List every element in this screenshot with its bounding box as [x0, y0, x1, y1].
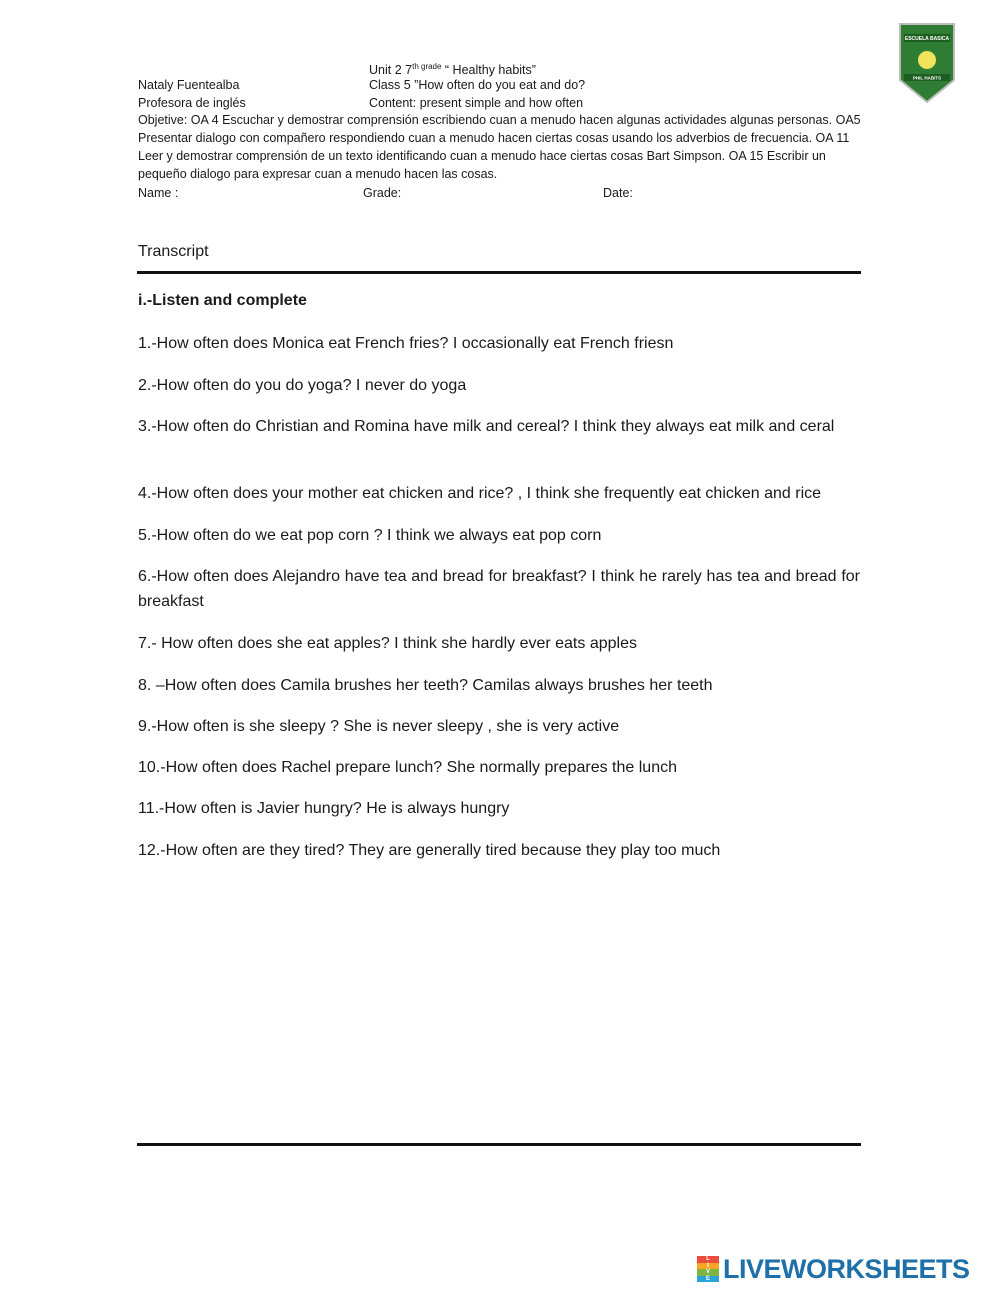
- live-letter: V: [697, 1269, 719, 1276]
- svg-text:PHIL HABITS: PHIL HABITS: [912, 75, 942, 81]
- class-line: Class 5 ”How often do you eat and do?: [369, 78, 586, 92]
- question-6: 6.-How often does Alejandro have tea and bread for breakfast? I think he rarely has tea and bread for breakfast: [138, 568, 860, 610]
- question-4: 4.-How often does your mother eat chicken and rice? , I think she frequently eat chicken and rice: [138, 485, 822, 502]
- question-3: 3.-How often do Christian and Romina have milk and cereal? I think they always eat milk and ceral: [138, 418, 835, 435]
- question-12: 12.-How often are they tired? They are generally tired because they play too much: [138, 842, 721, 859]
- question-7: 7.- How often does she eat apples? I think she hardly ever eats apples: [138, 635, 637, 652]
- section-title: i.-Listen and complete: [138, 292, 307, 309]
- question-5: 5.-How often do we eat pop corn ? I think we always eat pop corn: [138, 527, 602, 544]
- live-letter: E: [697, 1276, 719, 1283]
- transcript-label: Transcript: [138, 243, 209, 260]
- grade-label: Grade:: [363, 186, 402, 200]
- question-8: 8. –How often does Camila brushes her teeth? Camilas always brushes her teeth: [138, 677, 713, 694]
- question-11: 11.-How often is Javier hungry? He is always hungry: [138, 800, 510, 817]
- objective-text: Objetive: OA 4 Escuchar y demostrar comprensión escribiendo cuan a menudo hacen algunas actividades algunas personas. OA5 Presentar dialogo con compañero respondiendo cuan a menudo hacen ciertas cosas usando los adverbios de frecuencia. OA 11 Leer y demostrar comprensión de un texto identificando cuan a menudo hace ciertas cosas Bart Simpson. OA 15 Escribir un pequeño dialogo para expresar cuan a menudo hacen las cosas.: [138, 113, 861, 181]
- live-letter: I: [697, 1263, 719, 1270]
- content-line: Content: present simple and how often: [369, 96, 584, 110]
- question-9: 9.-How often is she sleepy ? She is never sleepy , she is very active: [138, 718, 620, 735]
- date-label: Date:: [603, 186, 633, 200]
- svg-text:ESCUELA BASICA: ESCUELA BASICA: [904, 36, 950, 42]
- question-1: 1.-How often does Monica eat French fries? I occasionally eat French friesn: [138, 335, 674, 352]
- liveworksheets-logo[interactable]: [697, 1254, 970, 1284]
- question-2: 2.-How often do you do yoga? I never do yoga: [138, 377, 467, 394]
- school-crest-icon: [898, 22, 956, 104]
- name-label: Name :: [138, 186, 179, 200]
- brand-name: LIVEWORKSHEETS: [723, 1253, 970, 1284]
- question-10: 10.-How often does Rachel prepare lunch? She normally prepares the lunch: [138, 759, 677, 776]
- top-divider: [137, 271, 861, 274]
- bottom-divider: [137, 1143, 861, 1146]
- live-letter: L: [697, 1256, 719, 1263]
- live-blocks-icon: [697, 1256, 719, 1282]
- unit-title: Unit 2 $7^{th grade}$ “ Healthy habits”: [369, 62, 536, 77]
- teacher-role: Profesora de inglés: [138, 96, 246, 110]
- teacher-name: Nataly Fuentealba: [138, 78, 240, 92]
